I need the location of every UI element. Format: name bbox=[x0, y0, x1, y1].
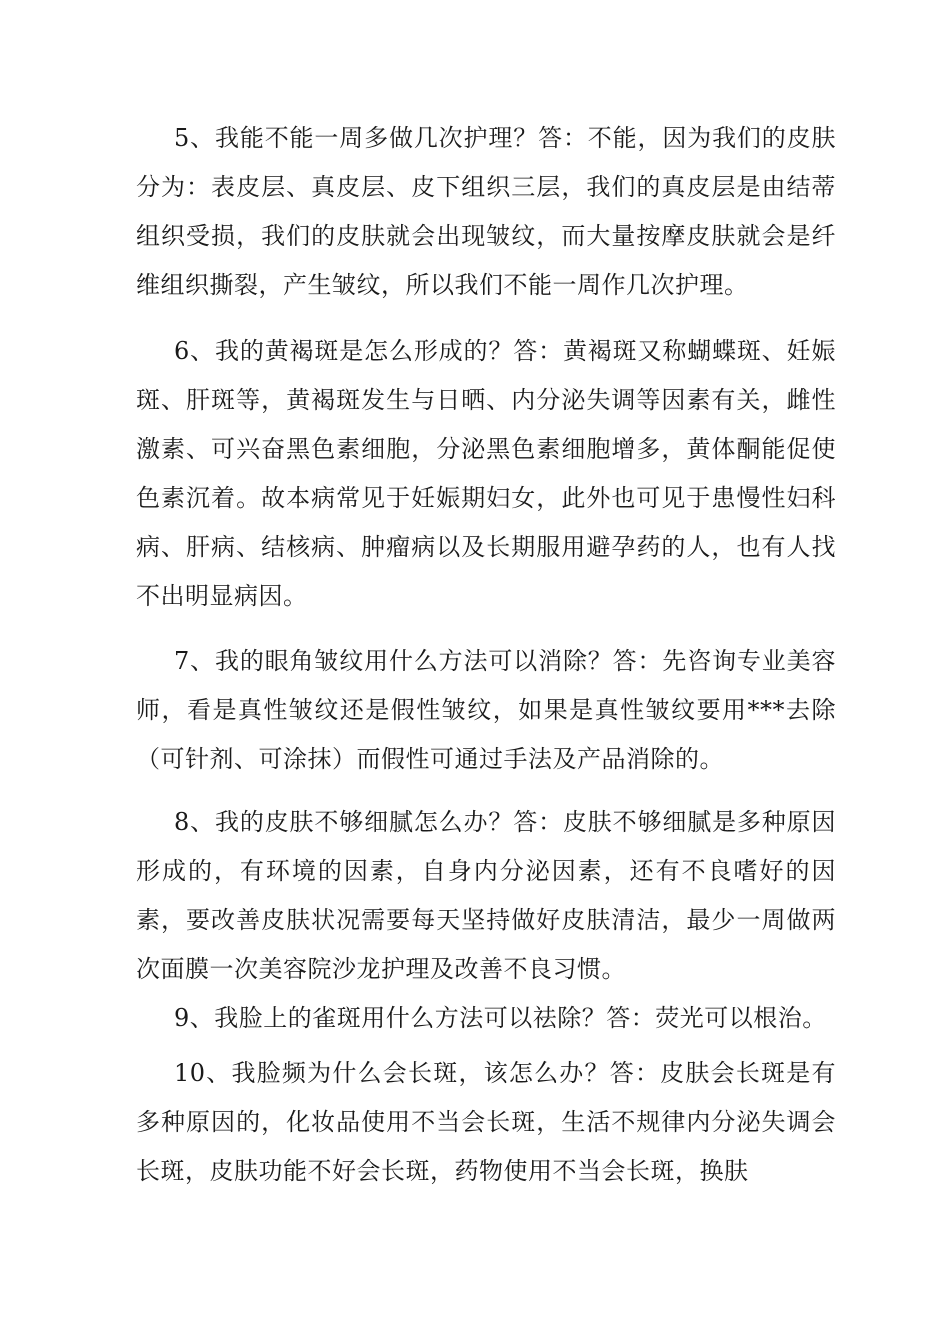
faq-paragraph-6: 6、我的黄褐斑是怎么形成的？答：黄褐斑又称蝴蝶斑、妊娠斑、肝斑等，黄褐斑发生与日晒、内分泌失调等因素有关，雌性激素、可兴奋黑色素细胞，分泌黑色素细胞增多，黄体酮能促使色素沉着。故本病常见于妊娠期妇女，此外也可见于患慢性妇科病、肝病、结核病、肿瘤病以及长期服用避孕药的人，也有人找不出明显病因。 bbox=[136, 337, 836, 610]
faq-paragraph-9: 9、我脸上的雀斑用什么方法可以祛除？答：荧光可以根治。 bbox=[174, 1004, 827, 1032]
faq-paragraph-7: 7、我的眼角皱纹用什么方法可以消除？答：先咨询专业美容师，看是真性皱纹还是假性皱纹，如果是真性皱纹要用***去除（可针剂、可涂抹）而假性可通过手法及产品消除的。 bbox=[136, 647, 836, 773]
faq-paragraph-10: 10、我脸频为什么会长斑，该怎么办？答：皮肤会长斑是有多种原因的，化妆品使用不当会长斑，生活不规律内分泌失调会长斑，皮肤功能不好会长斑，药物使用不当会长斑，换肤 bbox=[136, 1059, 836, 1185]
faq-paragraph-5: 5、我能不能一周多做几次护理？答：不能，因为我们的皮肤分为：表皮层、真皮层、皮下组织三层，我们的真皮层是由结蒂组织受损，我们的皮肤就会出现皱纹，而大量按摩皮肤就会是纤维组织撕裂，产生皱纹，所以我们不能一周作几次护理。 bbox=[136, 124, 836, 299]
faq-paragraph-8: 8、我的皮肤不够细腻怎么办？答：皮肤不够细腻是多种原因形成的，有环境的因素，自身内分泌因素，还有不良嗜好的因素，要改善皮肤状况需要每天坚持做好皮肤清洁，最少一周做两次面膜一次美容院沙龙护理及改善不良习惯。 bbox=[136, 808, 836, 983]
